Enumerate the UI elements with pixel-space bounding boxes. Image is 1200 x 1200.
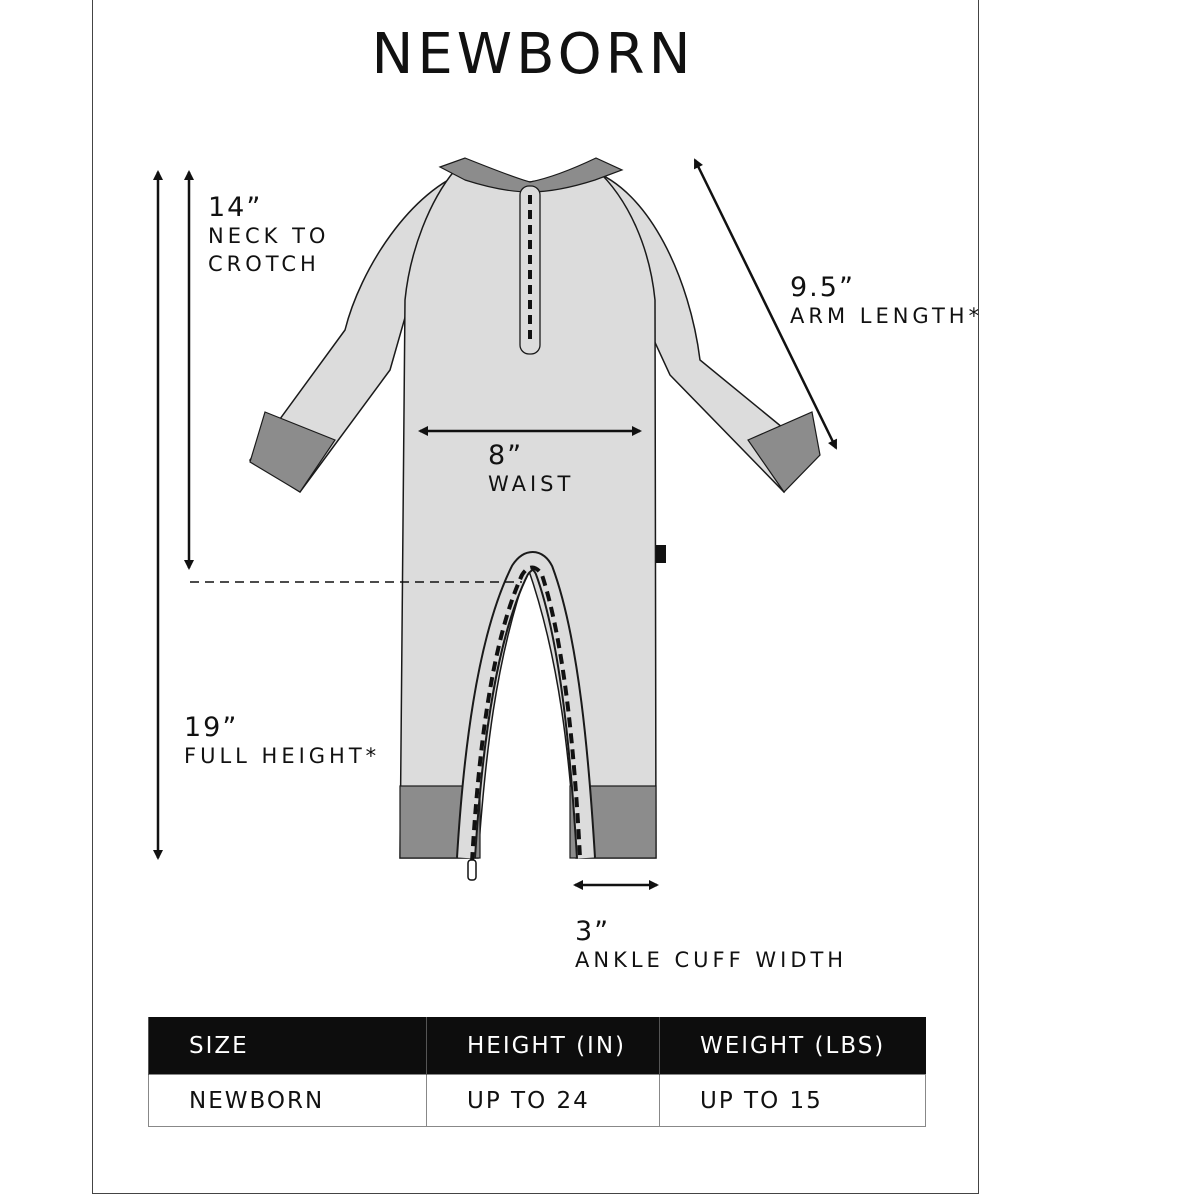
zipper-pull xyxy=(468,860,476,880)
header-height: HEIGHT (IN) xyxy=(427,1017,660,1075)
arm-length-value: 9.5” xyxy=(790,272,855,303)
ankle-cuff-width-label xyxy=(575,918,847,974)
ankle-cuff-width-text: ANKLE CUFF WIDTH xyxy=(575,948,848,972)
waist-value: 8” xyxy=(488,440,524,471)
header-weight: WEIGHT (LBS) xyxy=(660,1017,926,1075)
cell-weight: UP TO 15 xyxy=(660,1075,926,1127)
neck-to-crotch-label xyxy=(208,194,329,278)
neck-to-crotch-text-2: CROTCH xyxy=(208,252,320,276)
full-height-value: 19” xyxy=(184,712,239,743)
brand-tag xyxy=(656,545,666,563)
neck-to-crotch-value: 14” xyxy=(208,192,263,223)
header-size: SIZE xyxy=(149,1017,427,1075)
neck-to-crotch-text-1: NECK TO xyxy=(208,224,330,248)
arm-length-text: ARM LENGTH* xyxy=(790,304,984,328)
ankle-cuff-width-value: 3” xyxy=(575,916,611,947)
full-height-label xyxy=(184,714,380,770)
arm-length-label xyxy=(790,274,983,330)
size-table xyxy=(148,1017,926,1127)
size-table-header xyxy=(149,1017,926,1075)
waist-text: WAIST xyxy=(488,472,575,496)
waist-label xyxy=(488,442,574,498)
cell-height: UP TO 24 xyxy=(427,1075,660,1127)
table-row xyxy=(149,1075,926,1127)
cell-size: NEWBORN xyxy=(149,1075,427,1127)
full-height-text: FULL HEIGHT* xyxy=(184,744,381,768)
page-title: NEWBORN xyxy=(371,22,695,87)
